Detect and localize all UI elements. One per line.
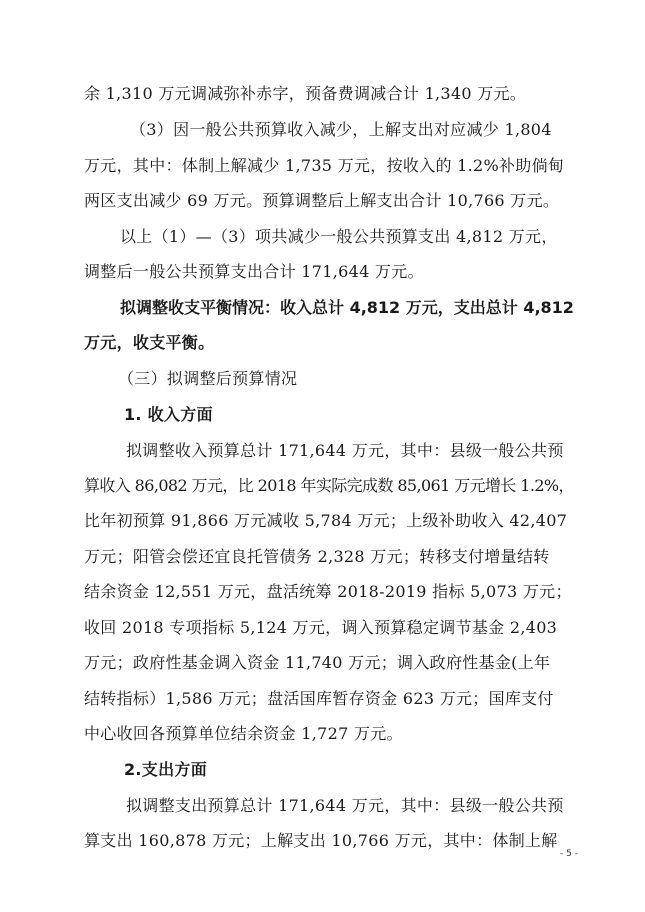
text-line: 比年初预算 91,866 万元减收 5,784 万元；上级补助收入 42,407 (84, 511, 568, 530)
balance-heading-line: 万元，收支平衡。 (84, 333, 215, 352)
text-line: （3）因一般公共预算收入减少，上解支出对应减少 1,804 (130, 120, 552, 139)
page-number: - 5 - (560, 849, 578, 859)
text-line: 万元；政府性基金调入资金 11,740 万元；调入政府性基金(上年 (84, 653, 551, 672)
text-line: 结转指标）1,586 万元；盘活国库暂存资金 623 万元；国库支付 (84, 689, 554, 708)
text-line: 拟调整支出预算总计 171,644 万元，其中：县级一般公共预 (126, 796, 564, 815)
text-line: 万元；阳管会偿还宜良托管债务 2,328 万元；转移支付增量结转 (84, 547, 550, 566)
balance-heading-line: 拟调整收支平衡情况：收入总计 4,812 万元，支出总计 4,812 (120, 298, 574, 317)
text-line: 算支出 160,878 万元；上解支出 10,766 万元，其中：体制上解 (84, 831, 558, 850)
text-line: 万元，其中：体制上解减少 1,735 万元，按收入的 1.2%补助倘甸 (84, 156, 565, 175)
text-line: 拟调整收入预算总计 171,644 万元，其中：县级一般公共预 (126, 441, 564, 460)
text-line: 中心收回各预算单位结余资金 1,727 万元。 (84, 724, 403, 743)
subsection-heading-income: 1. 收入方面 (124, 405, 213, 424)
text-line: 调整后一般公共预算支出合计 171,644 万元。 (84, 262, 424, 281)
text-line: 算收入 86,082 万元，比 2018 年实际完成数 85,061 万元增长 1.2%， (84, 476, 574, 495)
text-line: 收回 2018 专项指标 5,124 万元，调入预算稳定调节基金 2,403 (84, 618, 558, 637)
text-line: 结余资金 12,551 万元，盘活统筹 2018-2019 指标 5,073 万元； (84, 582, 572, 601)
text-line: 余 1,310 万元调减弥补赤字，预备费调减合计 1,340 万元。 (84, 84, 527, 103)
text-line: 以上（1）—（3）项共减少一般公共预算支出 4,812 万元， (120, 227, 558, 246)
text-line: 两区支出减少 69 万元。预算调整后上解支出合计 10,766 万元。 (84, 191, 560, 210)
subsection-heading-expenditure: 2.支出方面 (124, 760, 208, 779)
section-heading: （三）拟调整后预算情况 (118, 369, 298, 388)
